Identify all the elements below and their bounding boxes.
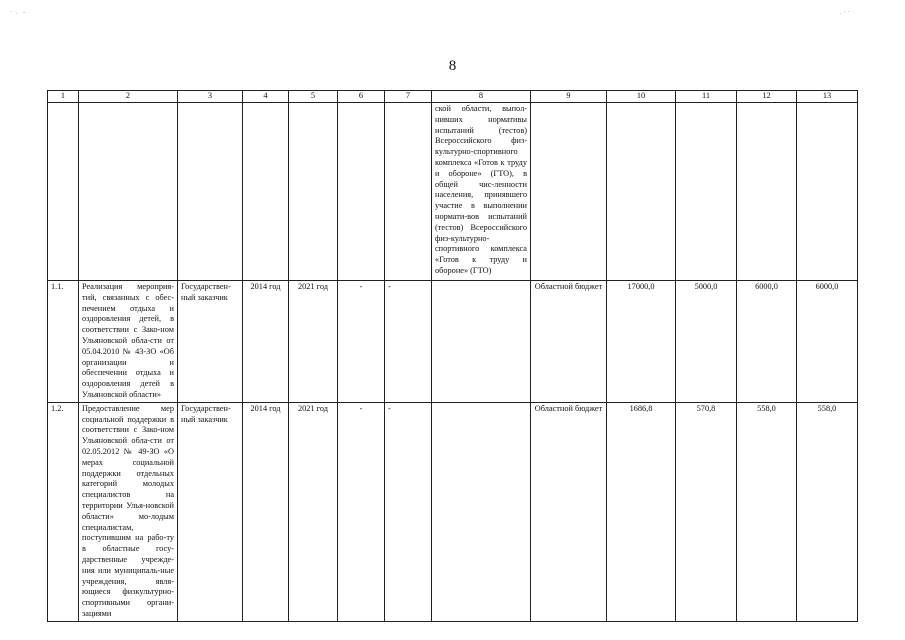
total-amount: 17000,0: [607, 281, 676, 403]
col8-value: [432, 402, 531, 621]
col6-value: -: [338, 402, 385, 621]
col-header: 6: [338, 91, 385, 103]
funding-source: Областной бюджет: [531, 281, 607, 403]
column-number-row: [48, 91, 858, 103]
col-header: 11: [676, 91, 737, 103]
col-header: 4: [243, 91, 289, 103]
scan-mark-right: . · ·: [840, 8, 850, 16]
col7-value: -: [385, 281, 432, 403]
page-number: 8: [448, 58, 457, 74]
col-header: 10: [607, 91, 676, 103]
total-amount: 1686,8: [607, 402, 676, 621]
table-row: [48, 281, 858, 403]
amount-col11: 5000,0: [676, 281, 737, 403]
amount-col11: 570,8: [676, 402, 737, 621]
col6-value: -: [338, 281, 385, 403]
col-header: 12: [737, 91, 797, 103]
table-row: [48, 402, 858, 621]
amount-col12: 558,0: [737, 402, 797, 621]
col-header: 9: [531, 91, 607, 103]
col-header: 1: [48, 91, 79, 103]
col-header: 2: [79, 91, 178, 103]
col7-value: -: [385, 402, 432, 621]
row-number: 1.2.: [48, 402, 79, 621]
end-year: 2021 год: [289, 402, 338, 621]
start-year: 2014 год: [243, 402, 289, 621]
table-row-continuation: [48, 103, 858, 281]
scan-mark-left: · . -: [10, 8, 26, 16]
measure-name: Предоставление мер социальной поддержки в соответствии с Зако-ном Ульяновской обла-сти от 02.05.2012 № 49-ЗО «О мерах социальной поддержки отдельных категорий молодых специалистов на территории Улья-новской области» мо-лодым специалистам, поступившим на рабо-ту в областные госу-дарственные учрежде-ния или муниципаль-ные учреждения, явля-ющиеся физкультурно-спортивными органи-зациями: [79, 402, 178, 621]
row-number: 1.1.: [48, 281, 79, 403]
amount-col13: 6000,0: [797, 281, 858, 403]
col8-value: [432, 281, 531, 403]
program-table: [47, 90, 858, 622]
customer: Государствен-ный заказчик: [178, 402, 243, 621]
col-header: 7: [385, 91, 432, 103]
customer: Государствен-ный заказчик: [178, 281, 243, 403]
measure-name: Реализация мероприя-тий, связанных с обес-печением отдыха и оздоровления детей, в соответствии с Зако-ном Ульяновской обла-сти от 05.04.2010 № 43-ЗО «Об организации и обеспечении отдыха и оздоровления детей в Ульяновской области»: [79, 281, 178, 403]
funding-source: Областной бюджет: [531, 402, 607, 621]
col-header: 13: [797, 91, 858, 103]
end-year: 2021 год: [289, 281, 338, 403]
indicator-text: ской области, выпол-нивших нормативы испытаний (тестов) Всероссийского физ-культурно-спортивного комплекса «Готов к труду и обороне» (ГТО), в общей чис-ленности населения, принявшего участие в выполнении нормати-вов испытаний (тестов) Всероссийского физ-культурно-спортивного комплекса «Готов к труду и обороне» (ГТО): [432, 103, 531, 281]
col-header: 5: [289, 91, 338, 103]
amount-col12: 6000,0: [737, 281, 797, 403]
col-header: 3: [178, 91, 243, 103]
start-year: 2014 год: [243, 281, 289, 403]
col-header: 8: [432, 91, 531, 103]
amount-col13: 558,0: [797, 402, 858, 621]
